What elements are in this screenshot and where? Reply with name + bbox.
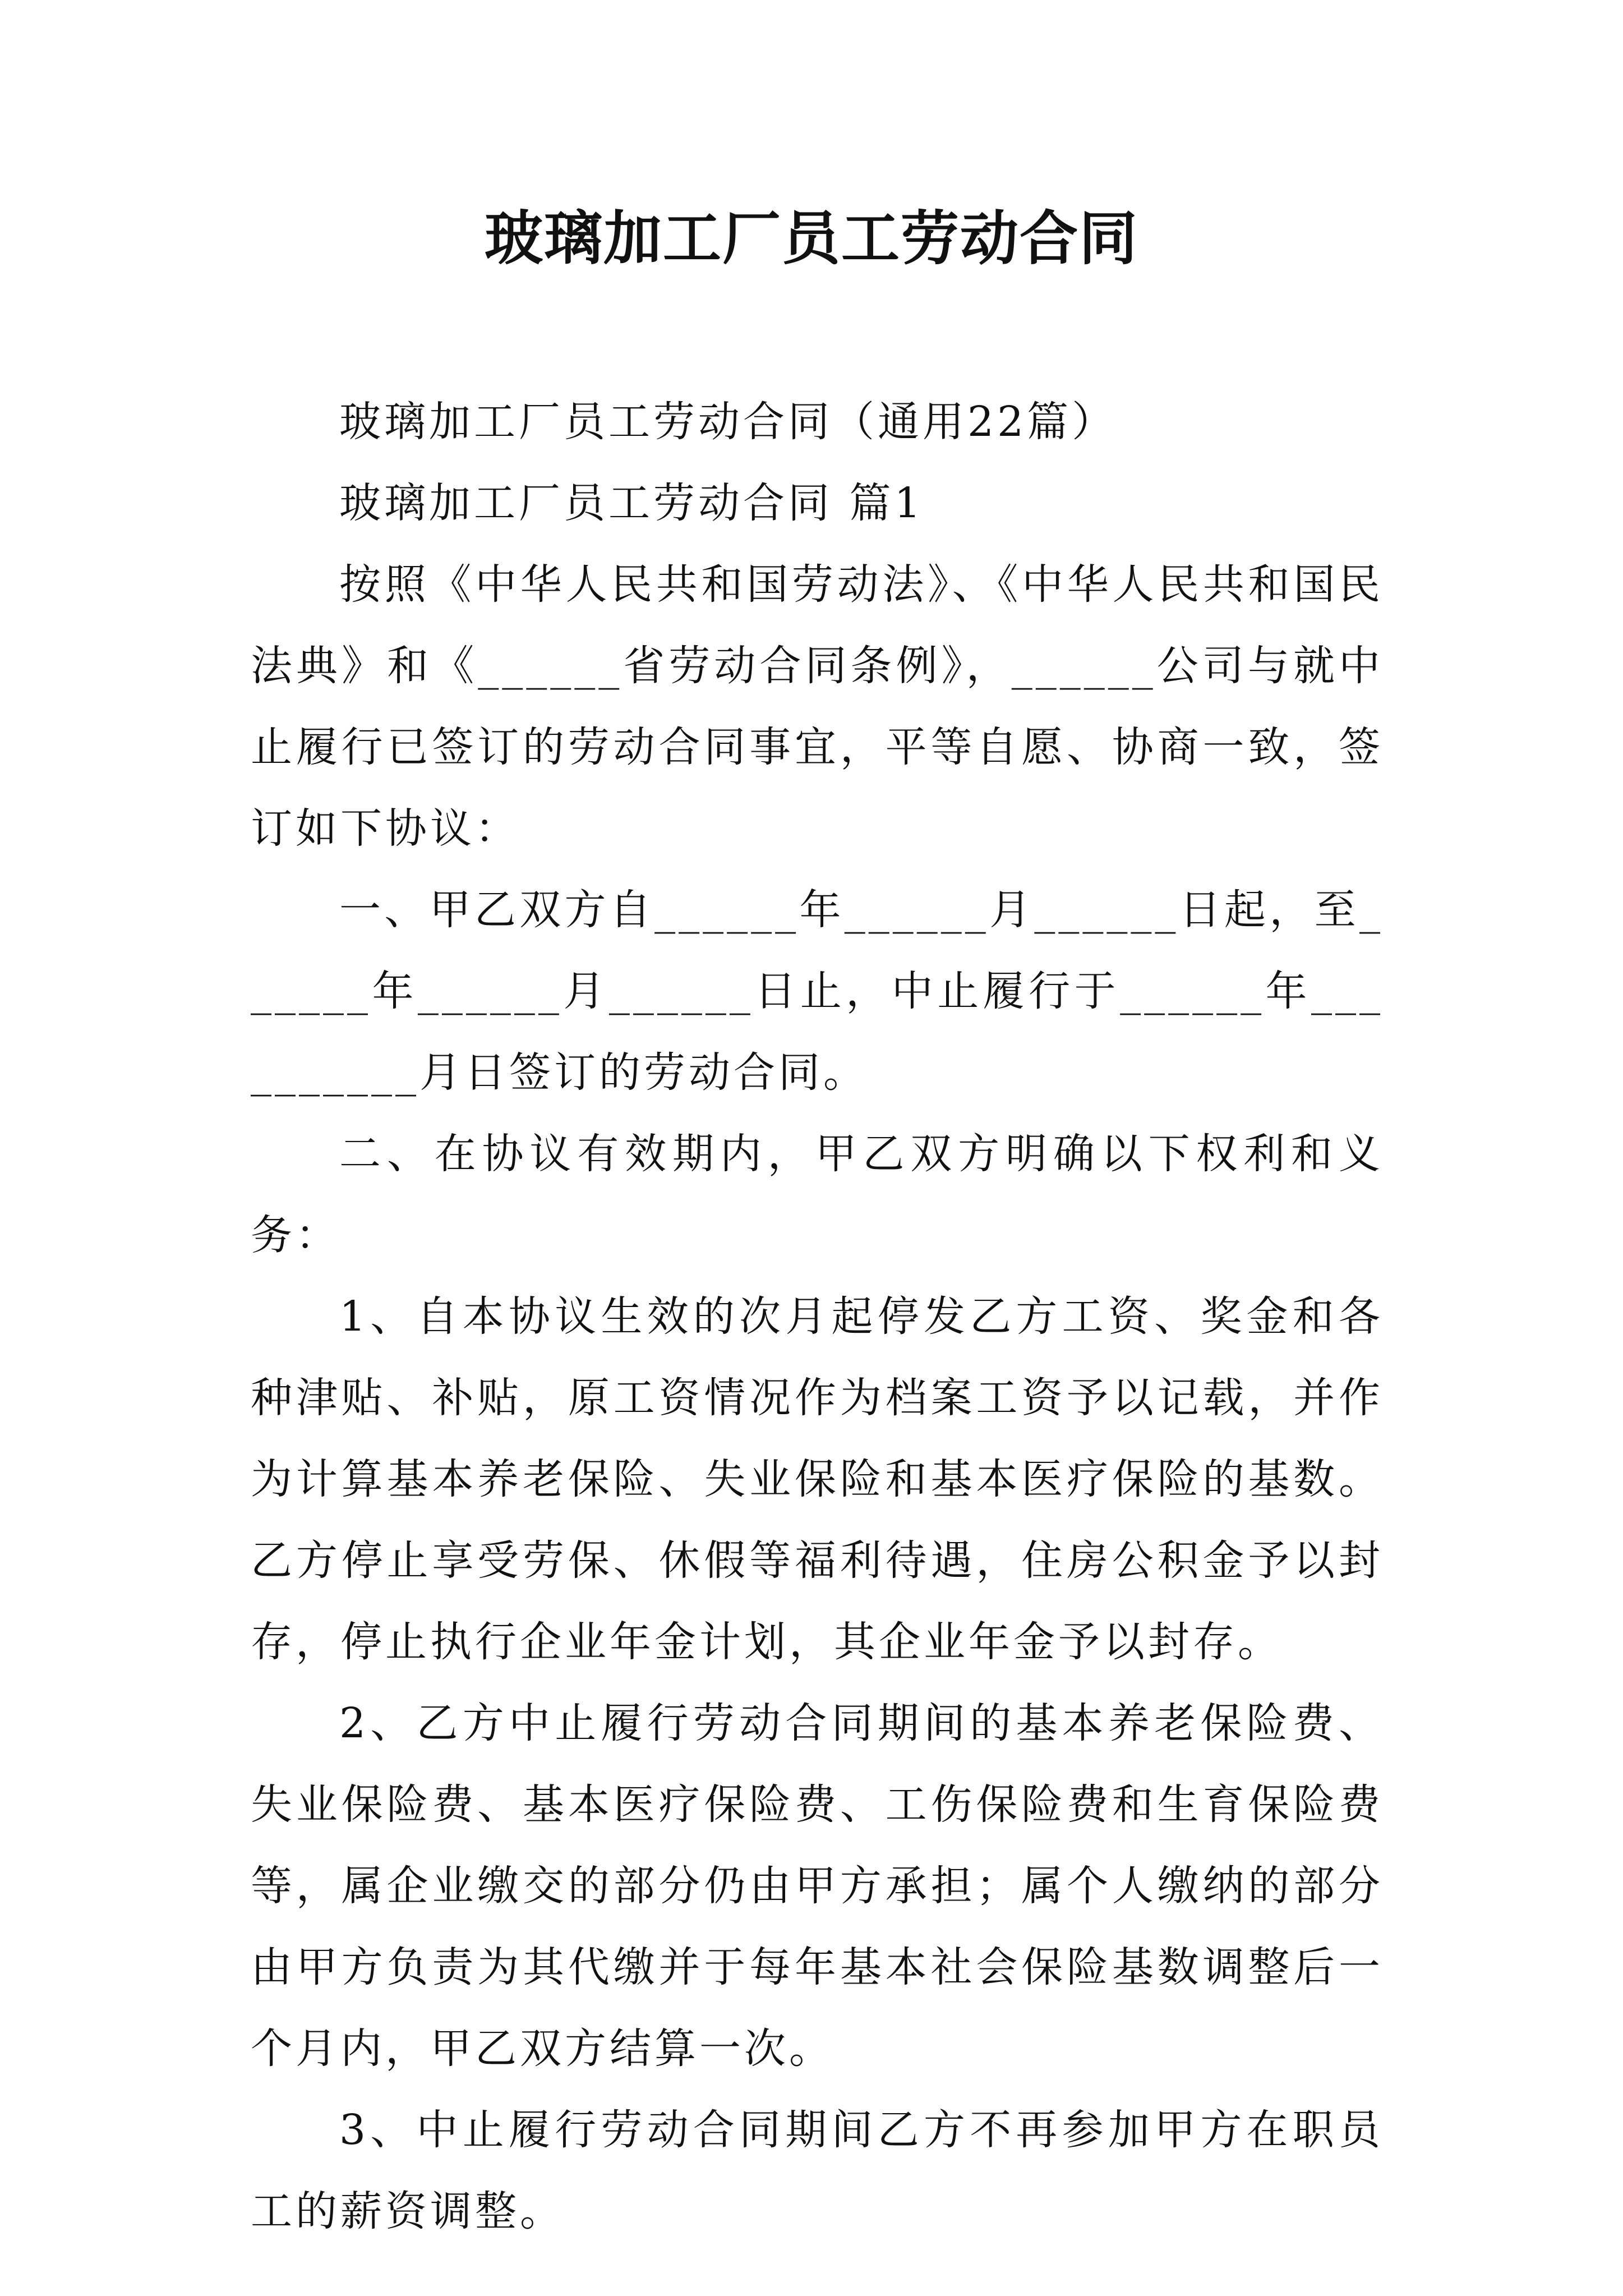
- document-body: [251, 381, 1384, 2252]
- paragraph-heading-article: 玻璃加工厂员工劳动合同 篇1: [339, 479, 924, 527]
- paragraph-clause-1: 一、甲乙双方自______年______月______日起，至______年______月______日止，中止履行于______年__________月日签订的劳动合同。: [251, 886, 1384, 1097]
- paragraph-preamble: 按照《中华人民共和国劳动法》、《中华人民共和国民法典》和《______省劳动合同条例》，______公司与就中止履行已签订的劳动合同事宜，平等自愿、协商一致，签订如下协议：: [251, 560, 1384, 853]
- paragraph-heading-collection: 玻璃加工厂员工劳动合同（通用22篇）: [339, 398, 1117, 446]
- paragraph-item-1: 1、自本协议生效的次月起停发乙方工资、奖金和各种津贴、补贴，原工资情况作为档案工资予以记载，并作为计算基本养老保险、失业保险和基本医疗保险的基数。乙方停止享受劳保、休假等福利待遇，住房公积金予以封存，停止执行企业年金计划，其企业年金予以封存。: [251, 1292, 1384, 1666]
- paragraph-clause-2: 二、在协议有效期内，甲乙双方明确以下权利和义务：: [251, 1130, 1384, 1259]
- paragraph-item-3: 3、中止履行劳动合同期间乙方不再参加甲方在职员工的薪资调整。: [251, 2106, 1384, 2235]
- paragraph-item-2: 2、乙方中止履行劳动合同期间的基本养老保险费、失业保险费、基本医疗保险费、工伤保险费和生育保险费等，属企业缴交的部分仍由甲方承担；属个人缴纳的部分由甲方负责为其代缴并于每年基本社会保险基数调整后一个月内，甲乙双方结算一次。: [251, 1699, 1384, 2073]
- document-title: 玻璃加工厂员工劳动合同: [484, 204, 1138, 273]
